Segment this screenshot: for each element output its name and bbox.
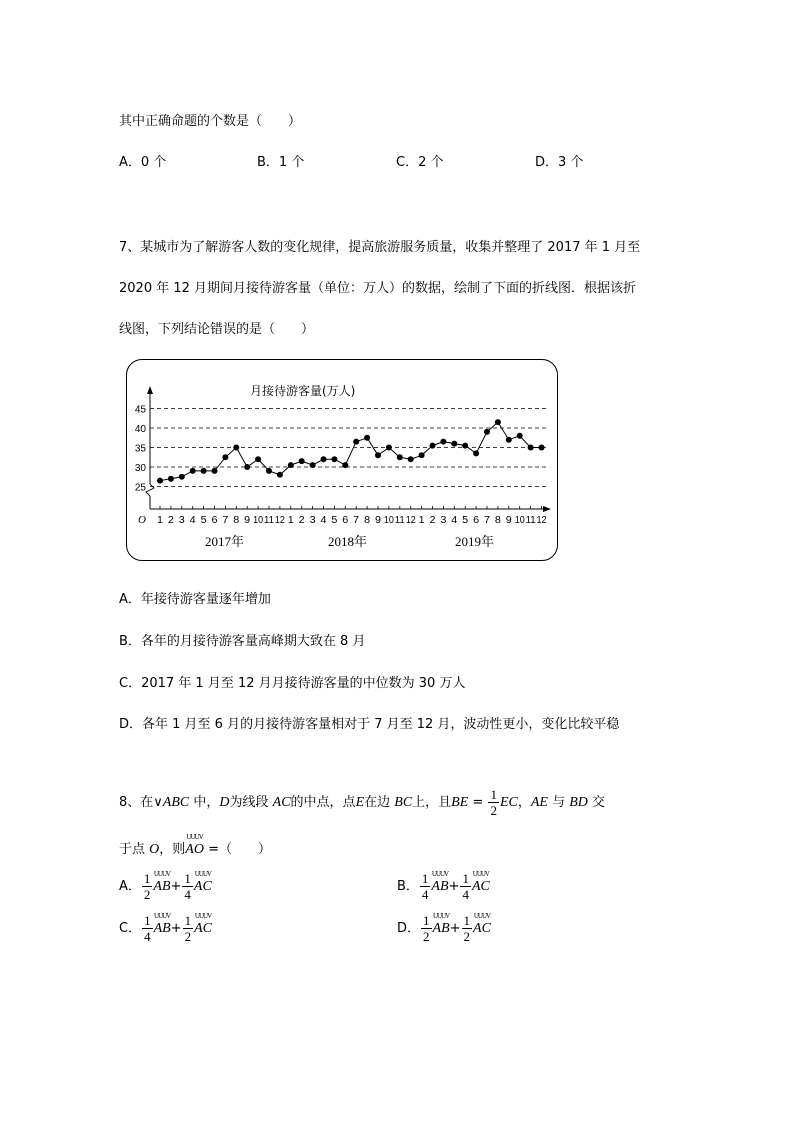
data-point-12	[288, 462, 294, 468]
data-point-8	[244, 464, 250, 470]
vector-ab: UUUV AB	[153, 912, 171, 936]
data-point-18	[353, 439, 359, 445]
data-point-2	[179, 474, 185, 480]
data-point-22	[397, 454, 403, 460]
data-point-27	[451, 441, 457, 447]
data-point-32	[506, 437, 512, 443]
y-tick-label-35: 35	[134, 443, 146, 455]
q8-option-c[interactable]: C． $\frac{1}{4}$ UUUV AB+ $\frac{1}{2}$ UUUV AC	[119, 912, 212, 944]
x-tick-label-10: 11	[264, 515, 275, 526]
x-tick-label-31: 8	[494, 515, 502, 526]
data-point-7	[233, 445, 239, 451]
q8-option-a[interactable]: A． $\frac{1}{2}$ UUUV AB+ $\frac{1}{4}$ UUUV AC	[119, 870, 212, 902]
data-point-5	[212, 468, 218, 474]
vector-ab: UUUV AB	[431, 870, 449, 894]
data-point-29	[473, 450, 479, 456]
q8-stem-line1: 8、在∨ABC 中，D为线段 AC的中点，点E在边 BC上，且BE = $\frac{1}{2}$ EC，AE 与 BD 交	[119, 787, 606, 818]
x-tick-label-34: 11	[525, 515, 537, 526]
origin-label: O	[138, 514, 146, 526]
q6-option-b[interactable]: B．1 个	[257, 155, 305, 170]
data-point-30	[484, 429, 490, 435]
q8-option-b[interactable]: B． $\frac{1}{4}$ UUUV AB+ $\frac{1}{4}$ UUUV AC	[397, 870, 490, 902]
q7-stem-line3: 线图，下列结论错误的是（ ）	[119, 322, 315, 337]
x-tick-label-20: 9	[375, 515, 382, 526]
year-label-2017: 2017年	[205, 534, 245, 549]
data-point-10	[266, 468, 272, 474]
vector-ab: UUUV AB	[432, 912, 450, 936]
data-point-26	[440, 439, 446, 445]
x-tick-label-24: 1	[418, 515, 426, 526]
data-point-19	[364, 435, 370, 441]
q6-option-c[interactable]: C．2 个	[396, 155, 444, 170]
x-tick-label-11: 12	[274, 515, 286, 526]
data-point-24	[419, 452, 425, 458]
x-tick-label-3: 4	[189, 515, 197, 526]
q8-stem-line2: 于点 O，则 UUUV AO =（ ）	[119, 833, 271, 857]
chart-title: 月接待游客量(万人)	[250, 384, 356, 398]
vector-ac: UUUV AC	[473, 912, 491, 936]
data-point-4	[201, 468, 207, 474]
y-axis-arrow	[147, 386, 153, 394]
data-point-35	[539, 445, 545, 451]
x-tick-label-29: 6	[473, 515, 480, 526]
x-tick-label-28: 5	[462, 515, 469, 526]
q6-option-a[interactable]: A．0 个	[119, 155, 167, 170]
x-tick-label-17: 6	[342, 515, 349, 526]
x-tick-label-13: 2	[298, 515, 306, 526]
q8-option-d[interactable]: D． $\frac{1}{2}$ UUUV AB+ $\frac{1}{2}$ UUUV AC	[397, 912, 491, 944]
data-point-17	[342, 462, 348, 468]
x-tick-label-5: 6	[211, 515, 218, 526]
vector-ab: UUUV AB	[153, 870, 171, 894]
x-tick-label-1: 2	[167, 515, 175, 526]
y-tick-label-45: 45	[134, 404, 146, 416]
data-point-16	[331, 456, 337, 462]
vector-ao: UUUV AO	[185, 833, 204, 857]
vector-ac: UUUV AC	[471, 870, 490, 894]
x-tick-label-9: 10	[253, 515, 264, 526]
vector-ac: UUUV AC	[193, 870, 212, 894]
year-label-2018: 2018年	[328, 534, 368, 549]
axis-break-mark	[146, 484, 154, 496]
x-tick-label-6: 7	[222, 515, 229, 526]
x-tick-label-32: 9	[505, 515, 513, 526]
x-axis-arrow	[543, 506, 551, 512]
y-tick-label-40: 40	[134, 424, 146, 435]
x-tick-label-22: 11	[394, 515, 406, 526]
x-tick-label-21: 10	[383, 515, 395, 526]
data-point-11	[277, 472, 283, 478]
x-tick-label-33: 10	[514, 515, 526, 526]
data-point-31	[495, 419, 501, 425]
data-point-25	[430, 443, 436, 449]
data-point-21	[386, 445, 392, 451]
q7-stem-line2: 2020 年 12 月期间月接待游客量（单位：万人）的数据，绘制了下面的折线图．根据该折	[119, 281, 637, 296]
vector-ac: UUUV AC	[194, 912, 212, 936]
x-tick-label-18: 7	[353, 515, 360, 526]
q7-option-d[interactable]: D．各年 1 月至 6 月的月接待游客量相对于 7 月至 12 月，波动性更小，变化比较平稳	[119, 717, 620, 732]
year-label-2019: 2019年	[455, 534, 495, 549]
x-tick-label-16: 5	[331, 515, 338, 526]
x-tick-label-26: 3	[440, 515, 447, 526]
x-tick-label-23: 12	[405, 515, 417, 526]
x-tick-label-0: 1	[157, 515, 164, 526]
x-tick-label-12: 1	[287, 515, 295, 526]
data-point-20	[375, 452, 381, 458]
q7-stem-line1: 7、某城市为了解游客人数的变化规律，提高旅游服务质量，收集并整理了 2017 年 1 月至	[119, 240, 641, 255]
data-point-33	[517, 433, 523, 439]
data-point-9	[255, 456, 261, 462]
x-tick-label-19: 8	[364, 515, 371, 526]
data-point-14	[310, 462, 316, 468]
x-tick-label-7: 8	[233, 515, 240, 526]
y-tick-label-25: 25	[134, 482, 146, 494]
q6-option-d[interactable]: D．3 个	[535, 155, 584, 170]
data-point-3	[190, 468, 196, 474]
q6-stem: 其中正确命题的个数是（ ）	[119, 114, 302, 129]
data-point-0	[157, 478, 163, 484]
y-tick-label-30: 30	[134, 463, 146, 474]
x-tick-label-4: 5	[200, 515, 208, 526]
x-tick-label-14: 3	[309, 515, 317, 526]
data-point-13	[299, 458, 305, 464]
x-tick-label-25: 2	[429, 515, 436, 526]
x-tick-label-2: 3	[178, 515, 186, 526]
q7-option-c[interactable]: C．2017 年 1 月至 12 月月接待游客量的中位数为 30 万人	[119, 676, 466, 691]
fraction-half: $\frac{1}{2}$	[490, 787, 497, 818]
data-point-15	[321, 456, 327, 462]
q7-option-a[interactable]: A．年接待游客量逐年增加	[119, 592, 271, 607]
x-tick-label-30: 7	[484, 515, 491, 526]
x-tick-label-35: 12	[536, 515, 547, 526]
x-tick-label-8: 9	[244, 515, 251, 526]
x-tick-label-15: 4	[320, 515, 327, 526]
data-point-1	[168, 476, 174, 482]
data-point-6	[222, 454, 228, 460]
data-point-23	[408, 456, 414, 462]
data-point-28	[462, 443, 468, 449]
q7-option-b[interactable]: B．各年的月接待游客量高峰期大致在 8 月	[119, 634, 366, 649]
x-tick-label-27: 4	[451, 515, 458, 526]
data-point-34	[528, 445, 534, 451]
